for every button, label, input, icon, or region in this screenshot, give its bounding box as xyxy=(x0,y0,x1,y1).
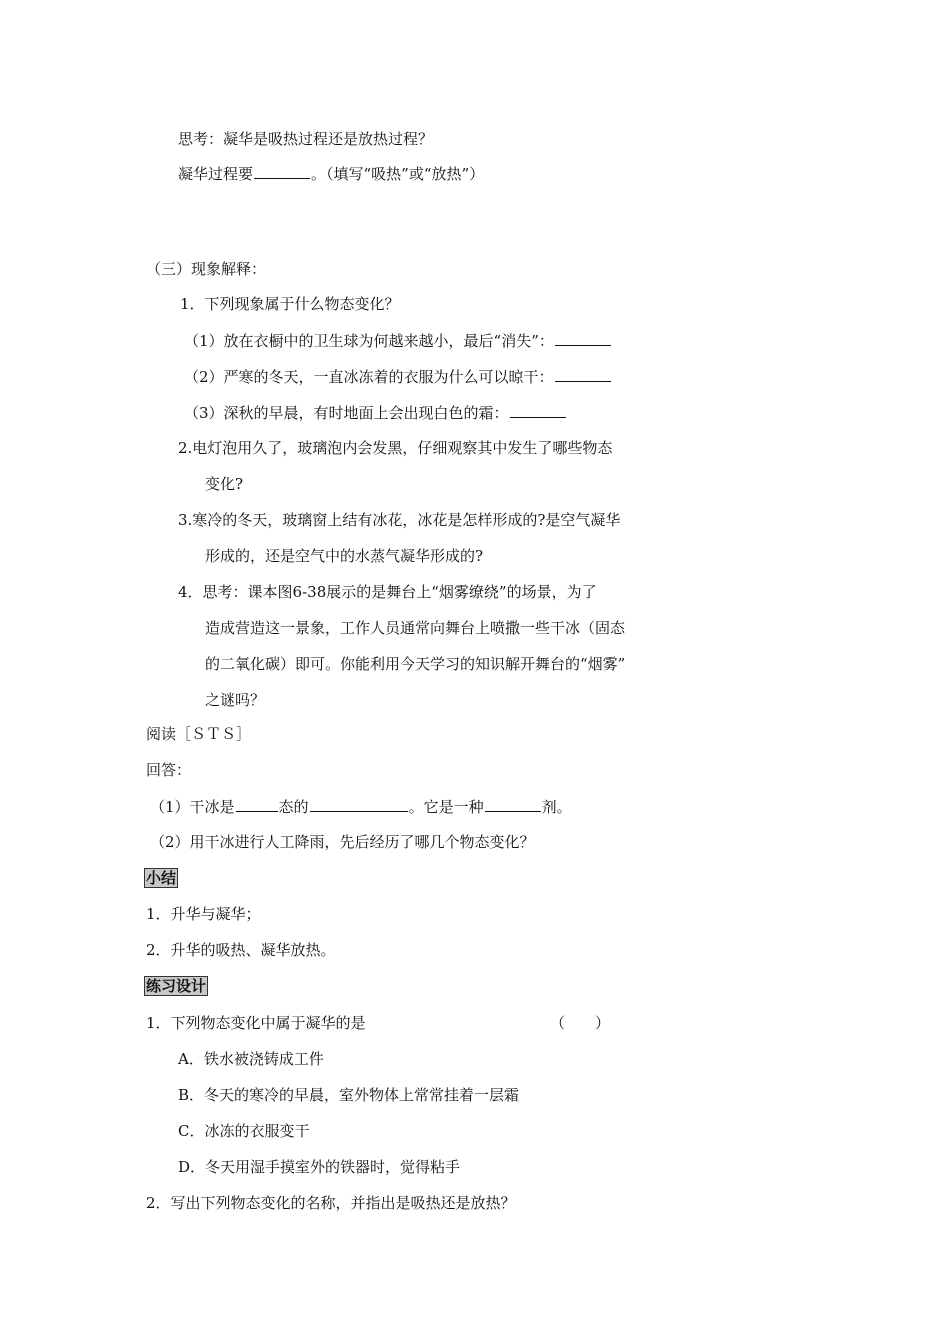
answer-blank[interactable] xyxy=(555,366,611,382)
summary-title: 小结 xyxy=(146,869,177,887)
question-1-item-1: （1）放在衣橱中的卫生球为何越来越小，最后“消失”： xyxy=(184,330,612,351)
answer-blank[interactable] xyxy=(555,330,611,346)
summary-item-1: 1．升华与凝华； xyxy=(146,905,261,923)
reading-answer-2: （2）用干冰进行人工降雨，先后经历了哪几个物态变化？ xyxy=(150,833,535,851)
think-fill-after: 。（填写“吸热”或“放热”） xyxy=(311,165,485,183)
reading-answer-1: （1）干冰是 态的 。它是一种 剂。 xyxy=(150,798,572,816)
option-c: C．冰冻的衣服变干 xyxy=(178,1122,310,1140)
answer-blank[interactable] xyxy=(510,402,566,418)
practice-question-1: 1．下列物态变化中属于凝华的是 xyxy=(146,1014,366,1032)
question-1-item-3: （3）深秋的早晨，有时地面上会出现白色的霜： xyxy=(184,402,567,423)
question-1: 1．下列现象属于什么物态变化？ xyxy=(180,295,400,313)
answer-blank[interactable] xyxy=(236,796,278,812)
question-2-line-2: 变化? xyxy=(205,475,244,493)
question-4-line-4: 之谜吗？ xyxy=(205,691,266,709)
practice-question-1-bracket: （ ） xyxy=(550,1014,611,1032)
think-question: 思考：凝华是吸热过程还是放热过程？ xyxy=(178,130,434,148)
section-3-title: （三）现象解释： xyxy=(146,260,267,278)
question-3-line-2: 形成的，还是空气中的水蒸气凝华形成的? xyxy=(205,547,484,565)
answer-blank[interactable] xyxy=(254,163,310,179)
question-4-line-1: 4．思考：课本图6-38展示的是舞台上“烟雾缭绕”的场景，为了 xyxy=(178,583,597,601)
option-a: A．铁水被浇铸成工件 xyxy=(178,1050,324,1068)
answer-blank[interactable] xyxy=(310,796,408,812)
question-2-line-1: 2.电灯泡用久了，玻璃泡内会发黑，仔细观察其中发生了哪些物态 xyxy=(178,439,613,457)
answer-blank[interactable] xyxy=(485,796,541,812)
think-fill-before: 凝华过程要 xyxy=(178,165,254,183)
question-1-item-2: （2）严寒的冬天，一直冰冻着的衣服为什么可以晾干： xyxy=(184,366,612,387)
option-d: D．冬天用湿手摸室外的铁器时，觉得粘手 xyxy=(178,1158,461,1176)
question-4-line-2: 造成营造这一景象，工作人员通常向舞台上喷撒一些干冰（固态 xyxy=(205,619,626,637)
practice-title: 练习设计 xyxy=(146,977,207,995)
question-3-line-1: 3.寒冷的冬天，玻璃窗上结有冰花，冰花是怎样形成的?是空气凝华 xyxy=(178,511,621,529)
reading-title: 阅读［ＳＴＳ］ xyxy=(146,725,252,743)
answer-label: 回答： xyxy=(146,761,192,779)
question-4-line-3: 的二氧化碳）即可。你能利用今天学习的知识解开舞台的“烟雾” xyxy=(205,655,626,673)
summary-item-2: 2．升华的吸热、凝华放热。 xyxy=(146,941,336,959)
option-b: B．冬天的寒冷的早晨，室外物体上常常挂着一层霜 xyxy=(178,1086,520,1104)
practice-heading xyxy=(144,976,208,996)
summary-heading xyxy=(144,868,178,888)
practice-question-2: 2．写出下列物态变化的名称，并指出是吸热还是放热？ xyxy=(146,1194,516,1212)
think-fill-line xyxy=(178,163,484,184)
